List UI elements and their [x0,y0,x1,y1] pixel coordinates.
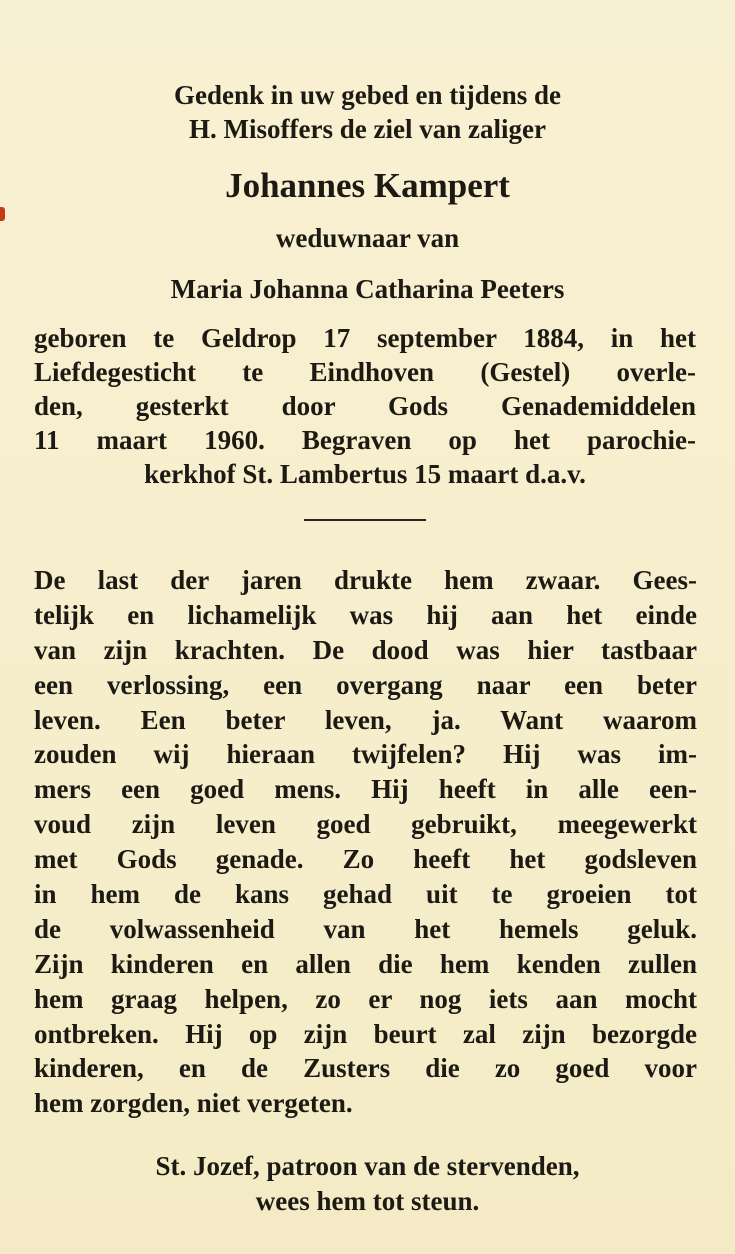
red-edge-mark [0,207,5,221]
reflection-line: een verlossing, een overgang naar een beter [34,669,697,700]
biography-line: 11 maart 1960. Begraven op het parochie- [34,425,696,455]
reflection-line: in hem de kans gehad uit te groeien tot [34,879,697,910]
section-divider [304,519,426,521]
biography-line: den, gesterkt door Gods Genademiddelen [34,391,696,421]
relation-label: weduwnaar van [275,223,460,253]
reflection-line: ontbreken. Hij op zijn beurt zal zijn bezorgde [34,1018,697,1049]
reflection-paragraph [34,563,697,1121]
closing-line-1: St. Jozef, patroon van de stervenden, [155,1151,580,1181]
closing-prayer [0,1149,735,1219]
closing-line-2: wees hem tot steun. [255,1186,480,1216]
reflection-line: telijk en lichamelijk was hij aan het einde [34,599,697,630]
biography-line: kerkhof St. Lambertus 15 maart d.a.v. [144,459,586,489]
reflection-line: voud zijn leven goed gebruikt, meegewerkt [34,809,697,840]
reflection-line: mers een goed mens. Hij heeft in alle een- [34,774,697,805]
reflection-line: de volwassenheid van het hemels geluk. [34,913,697,944]
reflection-line: hem zorgden, niet vergeten. [34,1088,353,1119]
biography-line: geboren te Geldrop 17 september 1884, in het [34,323,696,353]
reflection-line: van zijn krachten. De dood was hier tastbaar [34,634,697,665]
reflection-line: kinderen, en de Zusters die zo goed voor [34,1053,697,1084]
intro-prayer-text [0,78,735,146]
reflection-line: met Gods genade. Zo heeft het godsleven [34,844,697,875]
reflection-line: De last der jaren drukte hem zwaar. Gees- [34,565,697,595]
reflection-line: hem graag helpen, zo er nog iets aan mocht [34,983,697,1014]
reflection-line: leven. Een beter leven, ja. Want waarom [34,704,697,735]
reflection-line: Zijn kinderen en allen die hem kenden zullen [34,948,697,979]
biography-paragraph [34,321,696,491]
intro-line-1: Gedenk in uw gebed en tijdens de [173,80,562,110]
intro-line-2: H. Misoffers de ziel van zaliger [189,114,546,144]
spouse-name: Maria Johanna Catharina Peeters [170,274,565,304]
deceased-name: Johannes Kampert [225,166,510,205]
reflection-line: zouden wij hieraan twijfelen? Hij was im- [34,739,697,770]
biography-line: Liefdegesticht te Eindhoven (Gestel) overle- [34,357,696,387]
